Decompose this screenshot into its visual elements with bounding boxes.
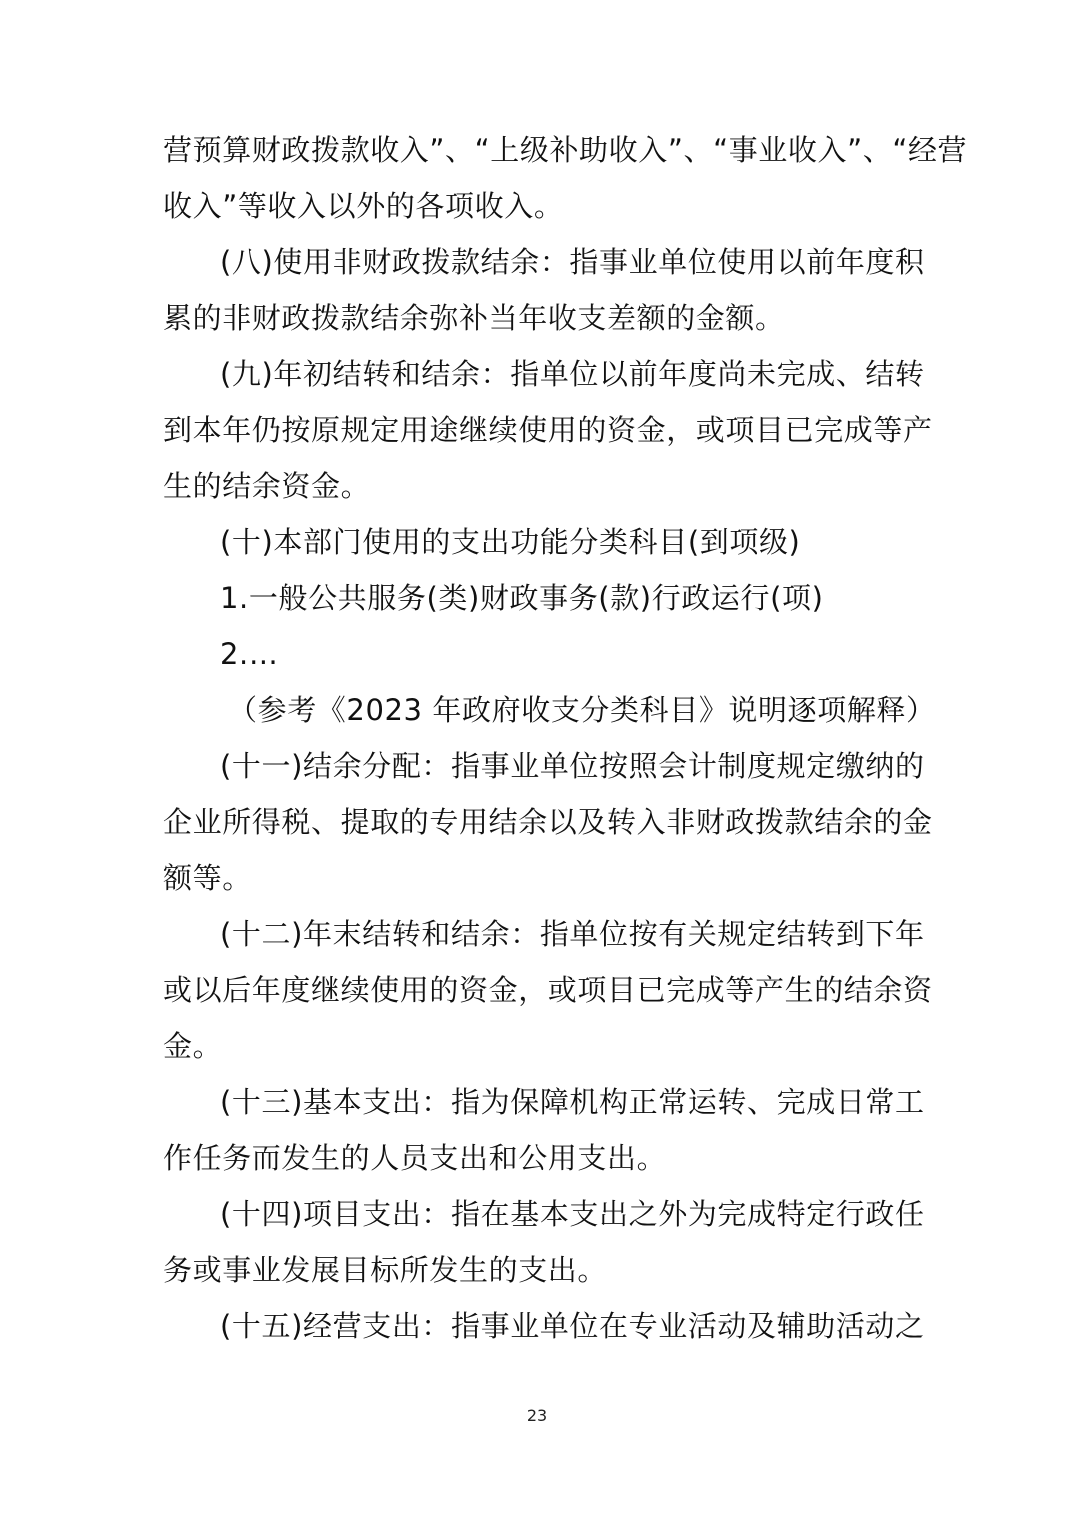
text-line: 或以后年度继续使用的资金，或项目已完成等产生的结余资 [163,973,933,1007]
text-line: 额等。 [163,861,252,895]
text-line: 1.一般公共服务(类)财政事务(款)行政运行(项) [220,581,824,615]
text-line: 金。 [163,1029,223,1063]
text-line: 企业所得税、提取的专用结余以及转入非财政拨款结余的金 [163,805,933,839]
text-line: 累的非财政拨款结余弥补当年收支差额的金额。 [163,301,785,335]
text-line: （参考《2023 年政府收支分类科目》说明逐项解释） [228,693,936,727]
text-line: (十一)结余分配：指事业单位按照会计制度规定缴纳的 [220,749,925,783]
page-number: 23 [526,1406,548,1425]
text-line: (十四)项目支出：指在基本支出之外为完成特定行政任 [220,1197,925,1231]
text-line: (八)使用非财政拨款结余：指事业单位使用以前年度积 [220,245,925,279]
text-line: 生的结余资金。 [163,469,371,503]
text-line: (十三)基本支出：指为保障机构正常运转、完成日常工 [220,1085,925,1119]
text-line: 2.… [220,637,279,671]
text-line: 作任务而发生的人员支出和公用支出。 [163,1141,667,1175]
text-line: (十)本部门使用的支出功能分类科目(到项级) [220,525,801,559]
text-line: (十五)经营支出：指事业单位在专业活动及辅助活动之 [220,1309,925,1343]
text-line: (九)年初结转和结余：指单位以前年度尚未完成、结转 [220,357,925,391]
text-line: 收入”等收入以外的各项收入。 [163,189,564,223]
text-line: 务或事业发展目标所发生的支出。 [163,1253,608,1287]
text-line: (十二)年末结转和结余：指单位按有关规定结转到下年 [220,917,925,951]
text-line: 营预算财政拨款收入”、“上级补助收入”、“事业收入”、“经营 [163,133,968,167]
text-line: 到本年仍按原规定用途继续使用的资金，或项目已完成等产 [163,413,933,447]
